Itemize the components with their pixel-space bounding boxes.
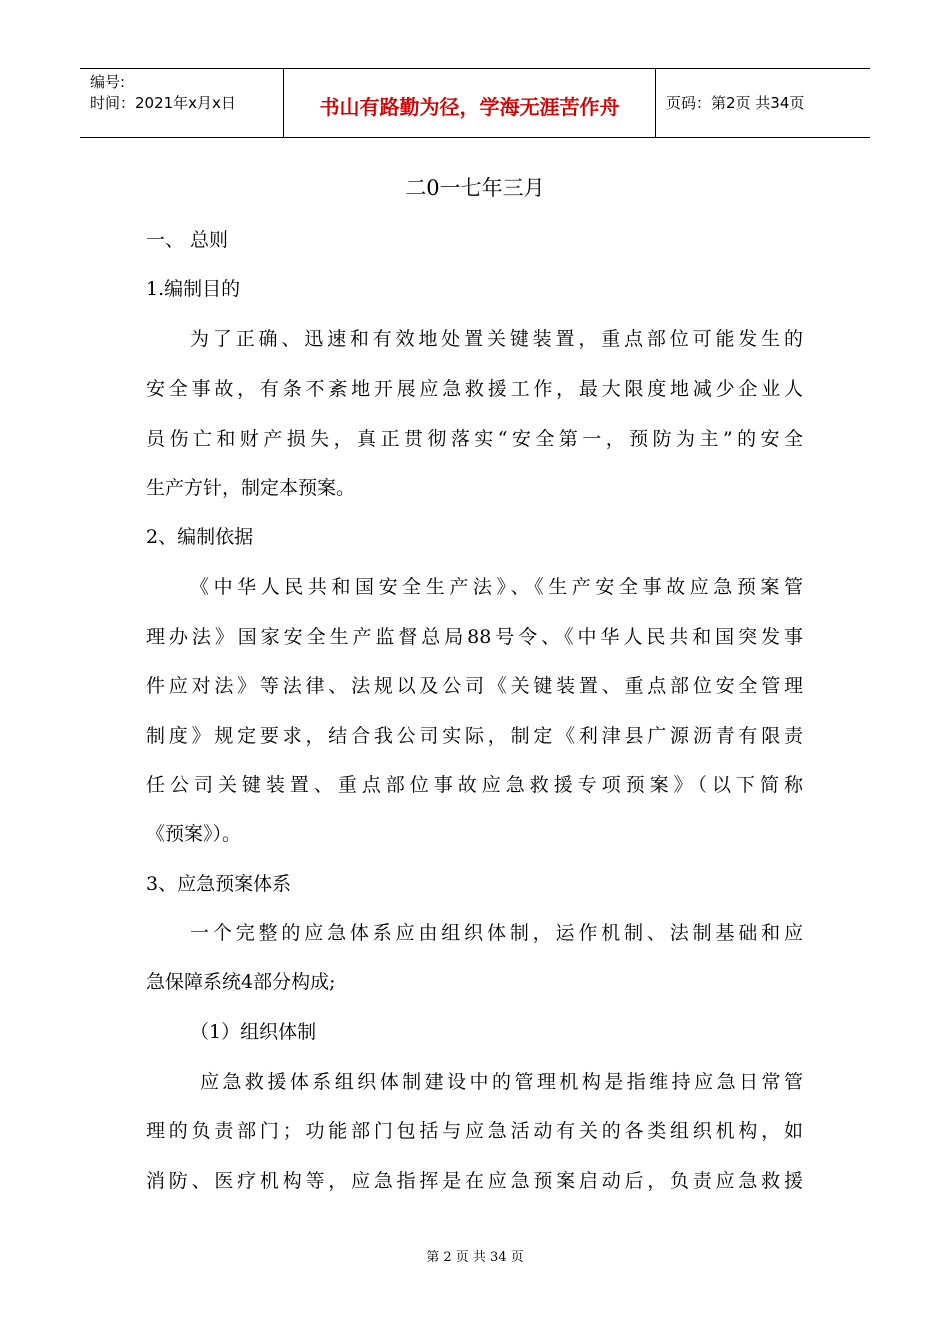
number-label: 编号:	[90, 73, 126, 91]
paragraph-line: 生产方针，制定本预案。	[146, 477, 356, 499]
subsection-heading: 3、应急预案体系	[146, 873, 292, 895]
paragraph-line: 急保障系统4部分构成;	[146, 971, 336, 993]
header-motto: 书山有路勤为径，学海无涯苦作舟	[319, 95, 620, 119]
paragraph-line: 理的负责部门；功能部门包括与应急活动有关的各类组织机构，如	[146, 1120, 803, 1142]
page-footer: 第 2 页 共 34 页	[426, 1250, 524, 1265]
subsection-heading: 2、编制依据	[146, 526, 254, 548]
header-meta	[80, 69, 283, 137]
paragraph-line: 《预案》）。	[146, 823, 242, 845]
paragraph-line: 员伤亡和财产损失，真正贯彻落实“安全第一，预防为主”的安全	[146, 428, 803, 450]
paragraph-line: 理办法》国家安全生产监督总局88号令、《中华人民共和国突发事	[146, 626, 803, 648]
subsection-heading: 1.编制目的	[146, 278, 241, 300]
paragraph-line: 为了正确、迅速和有效地处置关键装置，重点部位可能发生的	[190, 328, 803, 350]
paragraph-line: 制度》规定要求，结合我公司实际，制定《利津县广源沥青有限责	[146, 725, 803, 747]
paragraph-line: 任公司关键装置、重点部位事故应急救援专项预案》（以下简称	[146, 774, 803, 796]
page-info: 页码：第2页 共34页	[666, 94, 805, 112]
paragraph-line: 一个完整的应急体系应由组织体制，运作机制、法制基础和应	[190, 922, 803, 944]
section-heading: 一、 总则	[146, 229, 229, 251]
header-motto-cell	[283, 69, 656, 137]
document-title: 二0一七年三月	[405, 176, 545, 200]
paragraph-line: 消防、医疗机构等，应急指挥是在应急预案启动后，负责应急救援	[146, 1170, 803, 1192]
subsection-heading: （1）组织体制	[190, 1021, 317, 1043]
time-label: 时间：2021年x月x日	[90, 94, 236, 112]
paragraph-line: 《中华人民共和国安全生产法》、《生产安全事故应急预案管	[190, 576, 803, 598]
paragraph-line: 件应对法》等法律、法规以及公司《关键装置、重点部位安全管理	[146, 675, 803, 697]
paragraph-line: 安全事故，有条不紊地开展应急救援工作，最大限度地减少企业人	[146, 378, 803, 400]
paragraph-line: 应急救援体系组织体制建设中的管理机构是指维持应急日常管	[200, 1071, 803, 1093]
page-header	[80, 68, 870, 138]
